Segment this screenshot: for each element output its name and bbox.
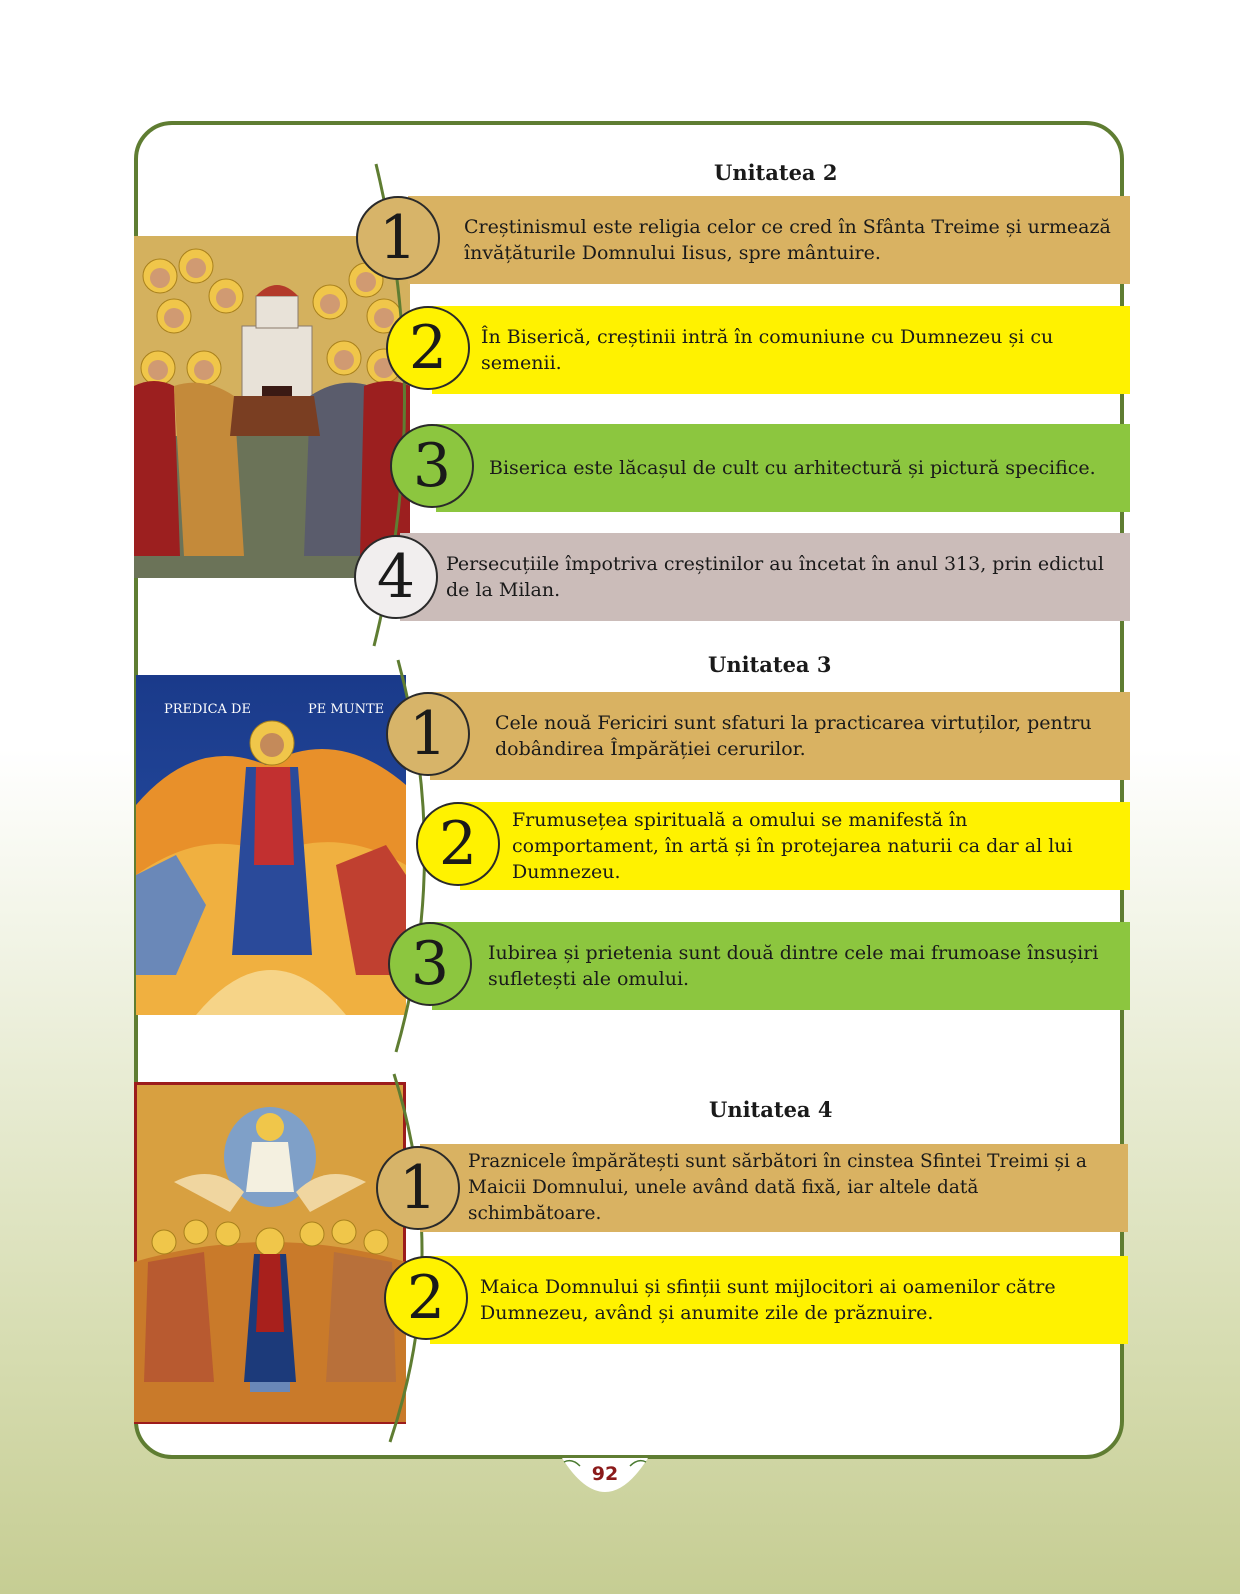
unit-4-item-2-bar bbox=[430, 1256, 1128, 1344]
unit-2-item-1-bar bbox=[408, 196, 1130, 284]
unit-2-item-2-bar bbox=[432, 306, 1130, 394]
unit-2-item-1-number: 1 bbox=[356, 196, 440, 280]
unit-2-item-3-text: Biserica este lăcașul de cult cu arhitectură și pictură specifice. bbox=[489, 457, 1096, 479]
unit-4-item-1-text: Praznicele împărătești sunt sărbători în cinstea Sfintei Treimi și a Maicii Domnului, unele având dată fixă, iar altele dată schimbătoare. bbox=[468, 1151, 1087, 1224]
unit-4-item-2-number: 2 bbox=[384, 1256, 468, 1340]
ascension-icon-image bbox=[134, 1082, 406, 1424]
unit-3-item-2-number: 2 bbox=[416, 802, 500, 886]
sermon-on-the-mount-icon-image bbox=[136, 675, 406, 1015]
unit-2-item-1-text: Creștinismul este religia celor ce cred în Sfânta Treime și urmează învățăturile Domnului Iisus, spre mântuire. bbox=[464, 216, 1111, 264]
unit-3-item-1-text: Cele nouă Fericiri sunt sfaturi la practicarea virtuților, pentru dobândirea Împărăției cerurilor. bbox=[495, 712, 1092, 760]
unit-3-item-3-text: Iubirea și prietenia sunt două dintre cele mai frumoase însușiri sufletești ale omului. bbox=[488, 942, 1099, 990]
unit-3-item-3-number: 3 bbox=[388, 922, 472, 1006]
unit-4-item-1-number: 1 bbox=[376, 1146, 460, 1230]
page-number: 92 bbox=[591, 1463, 619, 1485]
unit-3-item-2-bar bbox=[460, 802, 1130, 890]
unit-3-heading: Unitatea 3 bbox=[708, 652, 832, 677]
unit-3-item-3-bar bbox=[432, 922, 1130, 1010]
unit-4-heading: Unitatea 4 bbox=[709, 1097, 833, 1122]
unit-2-item-3-bar bbox=[436, 424, 1130, 512]
unit-4-item-1-bar bbox=[420, 1144, 1128, 1232]
unit-2-item-2-text: În Biserică, creștinii intră în comuniune cu Dumnezeu și cu semenii. bbox=[481, 326, 1054, 374]
unit-2-item-2-number: 2 bbox=[386, 306, 470, 390]
unit-2-item-3-number: 3 bbox=[390, 424, 474, 508]
unit-2-item-4-text: Persecuțiile împotriva creștinilor au încetat în anul 313, prin edictul de la Milan. bbox=[446, 553, 1104, 601]
image-caption-left: PREDICA DE bbox=[164, 702, 251, 717]
unit-2-item-4-number: 4 bbox=[354, 535, 438, 619]
unit-2-heading: Unitatea 2 bbox=[714, 160, 838, 185]
image-caption-right: PE MUNTE bbox=[308, 702, 385, 717]
unit-2-item-4-bar bbox=[400, 533, 1130, 621]
unit-4-item-2-text: Maica Domnului și sfinții sunt mijlocitori ai oamenilor către Dumnezeu, având și anumite zile de prăznuire. bbox=[480, 1276, 1056, 1324]
unit-3-item-1-bar bbox=[430, 692, 1130, 780]
unit-3-item-2-text: Frumusețea spirituală a omului se manifestă în comportament, în artă și în protejarea naturii ca dar al lui Dumnezeu. bbox=[512, 809, 1073, 883]
unit-3-item-1-number: 1 bbox=[386, 692, 470, 776]
